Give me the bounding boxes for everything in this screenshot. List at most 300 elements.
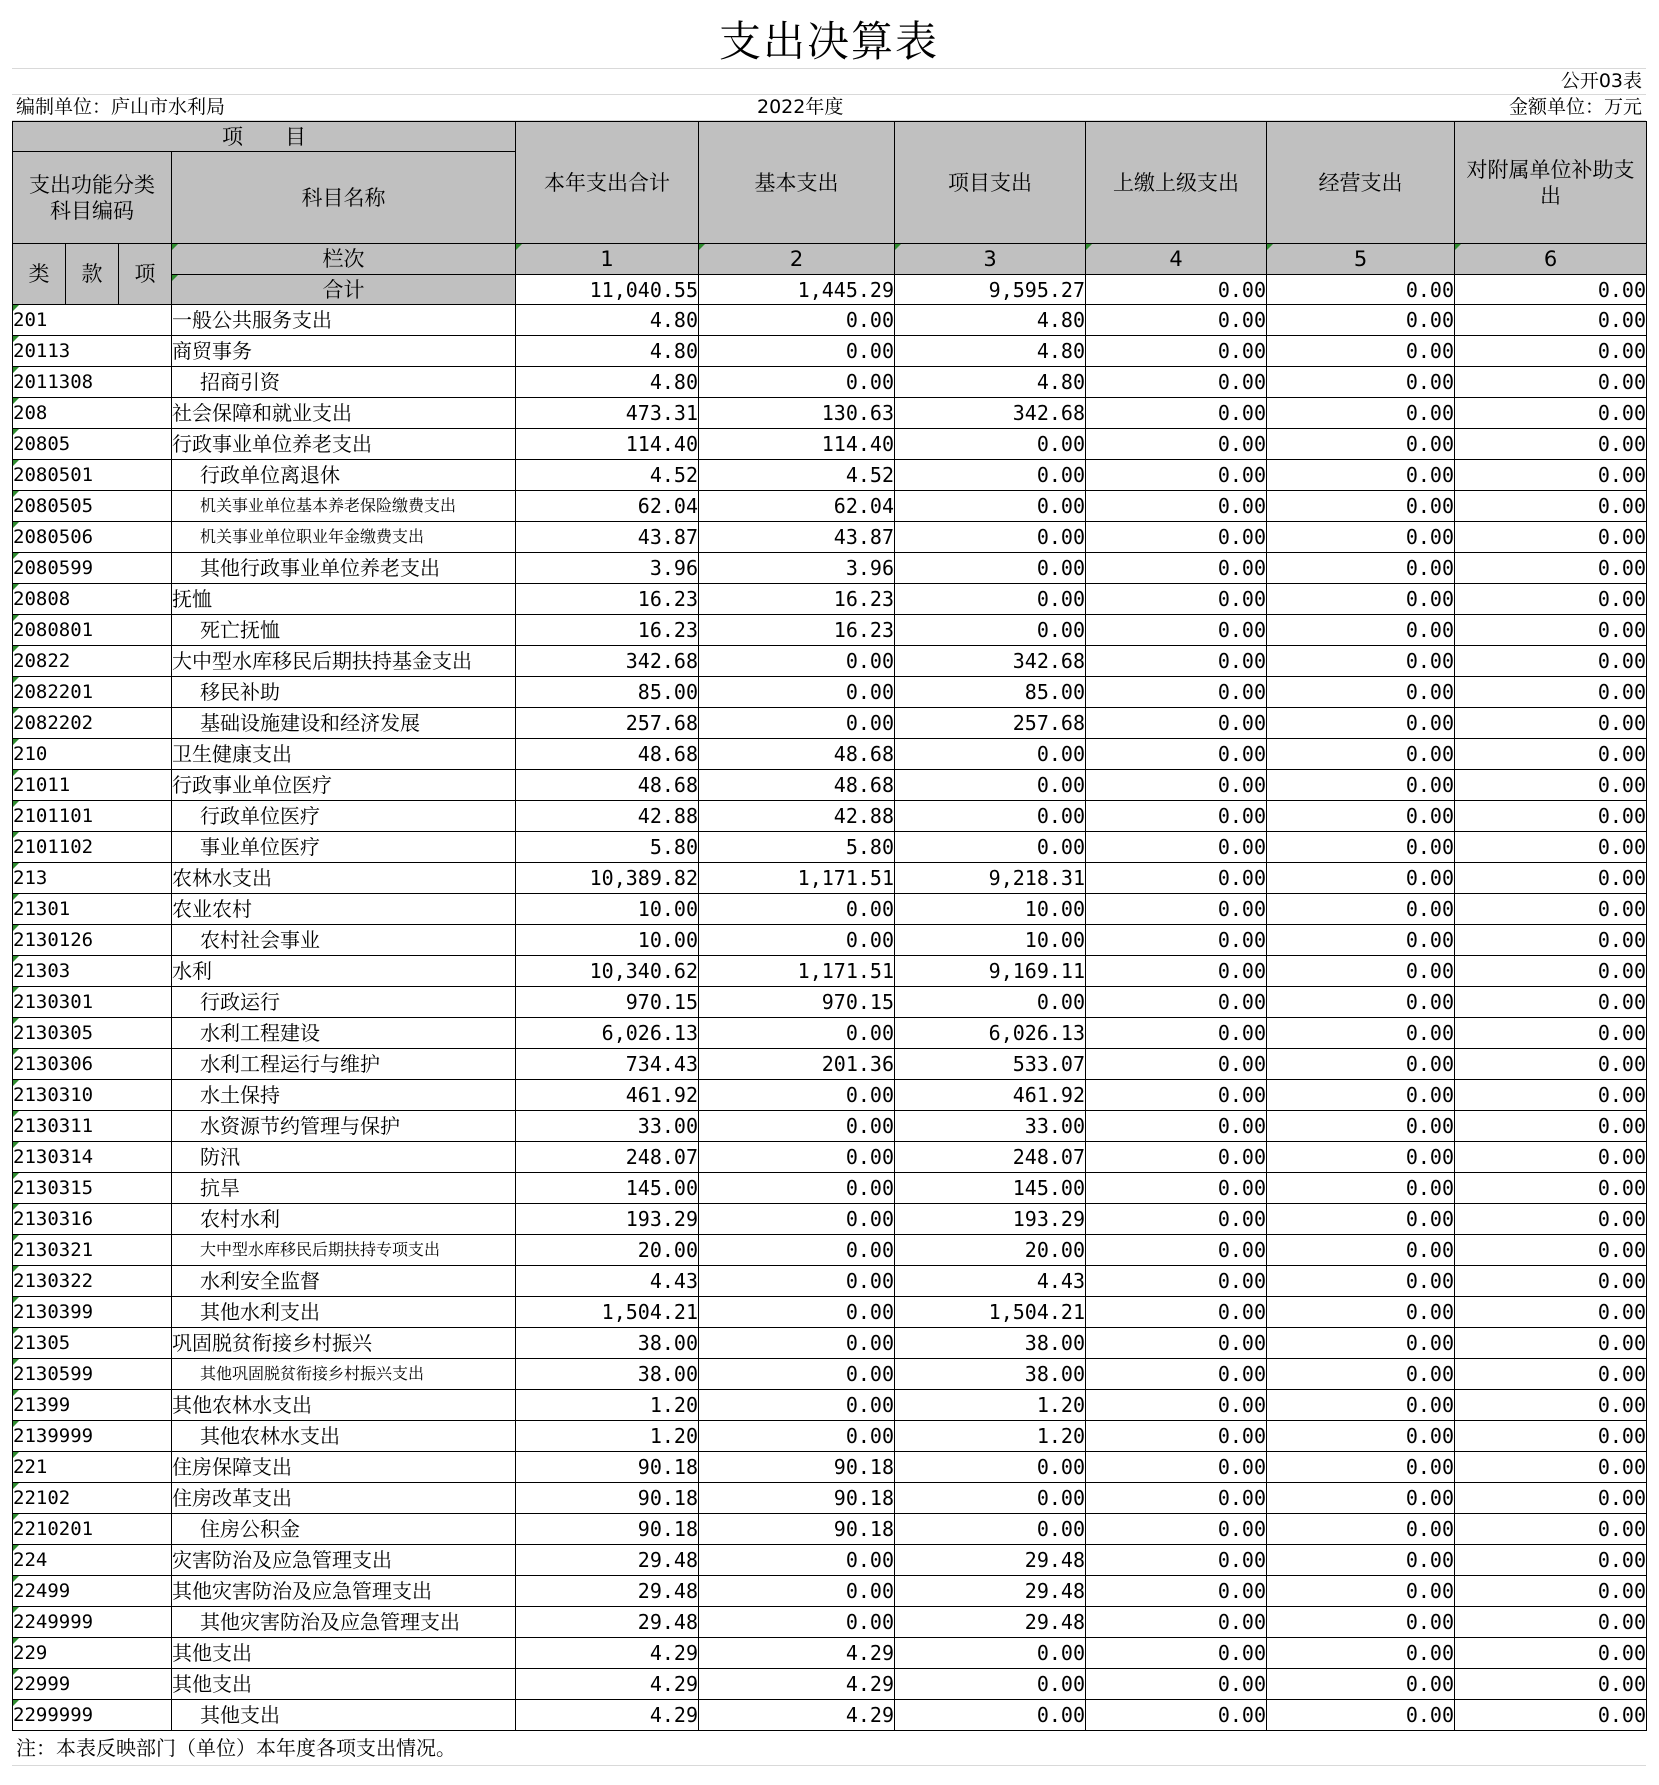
amount-cell: 0.00 — [895, 553, 1086, 584]
unit-label: 编制单位：庐山市水利局 — [16, 96, 226, 118]
amount-cell: 0.00 — [1455, 1266, 1647, 1297]
amount-cell: 0.00 — [895, 739, 1086, 770]
subject-name: 其他支出 — [172, 1700, 516, 1731]
amount-cell: 0.00 — [1455, 925, 1647, 956]
table-row — [13, 956, 1647, 987]
subject-name: 一般公共服务支出 — [172, 305, 516, 336]
subject-code: 20822 — [13, 646, 172, 677]
amount-cell: 461.92 — [895, 1080, 1086, 1111]
amount-cell: 0.00 — [1267, 1483, 1455, 1514]
table-row — [13, 863, 1647, 894]
amount-cell: 145.00 — [895, 1173, 1086, 1204]
amount-cell: 4.80 — [895, 367, 1086, 398]
amount-cell: 0.00 — [1267, 1576, 1455, 1607]
amount-cell: 0.00 — [699, 336, 895, 367]
amount-cell: 0.00 — [1455, 770, 1647, 801]
table-row — [13, 1545, 1647, 1576]
amount-cell: 29.48 — [516, 1607, 699, 1638]
amount-cell: 0.00 — [1267, 801, 1455, 832]
amount-cell: 0.00 — [699, 1545, 895, 1576]
amount-cell: 4.29 — [516, 1638, 699, 1669]
amount-cell: 0.00 — [1455, 398, 1647, 429]
amount-cell: 0.00 — [1086, 1111, 1267, 1142]
amount-cell: 0.00 — [1267, 305, 1455, 336]
amount-cell: 0.00 — [699, 894, 895, 925]
amount-cell: 4.80 — [516, 305, 699, 336]
subject-code: 208 — [13, 398, 172, 429]
amount-cell: 0.00 — [1086, 987, 1267, 1018]
amount-cell: 48.68 — [516, 739, 699, 770]
amount-cell: 0.00 — [895, 584, 1086, 615]
subject-code: 2130126 — [13, 925, 172, 956]
table-row — [13, 1669, 1647, 1700]
amount-cell: 0.00 — [699, 1173, 895, 1204]
amount-cell: 145.00 — [516, 1173, 699, 1204]
amount-cell: 0.00 — [1267, 1607, 1455, 1638]
subject-name: 水利工程运行与维护 — [172, 1049, 516, 1080]
subject-code: 221 — [13, 1452, 172, 1483]
subject-code: 201 — [13, 305, 172, 336]
table-row — [13, 522, 1647, 553]
amount-cell: 0.00 — [1086, 863, 1267, 894]
amount-cell: 0.00 — [1267, 460, 1455, 491]
amount-cell: 0.00 — [1455, 584, 1647, 615]
amount-cell: 0.00 — [1086, 894, 1267, 925]
table-row — [13, 1297, 1647, 1328]
amount-cell: 0.00 — [1267, 1297, 1455, 1328]
form-number: 公开03表 — [1560, 70, 1642, 92]
subject-name: 水资源节约管理与保护 — [172, 1111, 516, 1142]
amount-cell: 0.00 — [699, 925, 895, 956]
subject-name: 行政事业单位养老支出 — [172, 429, 516, 460]
amount-cell: 0.00 — [1086, 1483, 1267, 1514]
amount-cell: 0.00 — [1455, 429, 1647, 460]
subject-code: 2080506 — [13, 522, 172, 553]
table-row — [13, 336, 1647, 367]
subject-code: 21011 — [13, 770, 172, 801]
table-row — [13, 708, 1647, 739]
table-row — [13, 1700, 1647, 1731]
header-project: 项 目 — [13, 122, 516, 152]
amount-cell: 0.00 — [1086, 832, 1267, 863]
subject-name: 卫生健康支出 — [172, 739, 516, 770]
amount-cell: 970.15 — [699, 987, 895, 1018]
amount-cell: 248.07 — [516, 1142, 699, 1173]
header-lanci: 栏次 — [172, 244, 516, 275]
amount-cell: 4.80 — [516, 336, 699, 367]
amount-cell: 0.00 — [1267, 1049, 1455, 1080]
amount-cell: 0.00 — [895, 801, 1086, 832]
subject-name: 其他支出 — [172, 1638, 516, 1669]
subject-code: 20808 — [13, 584, 172, 615]
total-value: 1,445.29 — [699, 275, 895, 305]
amount-cell: 85.00 — [516, 677, 699, 708]
amount-cell: 0.00 — [699, 1204, 895, 1235]
amount-cell: 0.00 — [1086, 1204, 1267, 1235]
amount-cell: 0.00 — [1455, 305, 1647, 336]
amount-cell: 38.00 — [516, 1328, 699, 1359]
table-row — [13, 1173, 1647, 1204]
amount-cell: 10,340.62 — [516, 956, 699, 987]
amount-cell: 0.00 — [1455, 956, 1647, 987]
col-number-1: 1 — [516, 244, 699, 275]
amount-cell: 0.00 — [1455, 491, 1647, 522]
amount-cell: 29.48 — [516, 1576, 699, 1607]
amount-cell: 0.00 — [699, 1111, 895, 1142]
amount-cell: 0.00 — [1086, 646, 1267, 677]
amount-cell: 0.00 — [1455, 1390, 1647, 1421]
amount-cell: 0.00 — [1455, 1049, 1647, 1080]
header-func-code: 支出功能分类科目编码 — [13, 152, 172, 244]
subject-code: 2130399 — [13, 1297, 172, 1328]
amount-cell: 90.18 — [516, 1514, 699, 1545]
subject-code: 2130301 — [13, 987, 172, 1018]
amount-cell: 0.00 — [895, 770, 1086, 801]
amount-cell: 0.00 — [1086, 460, 1267, 491]
amount-cell: 48.68 — [699, 739, 895, 770]
amount-cell: 0.00 — [1086, 1576, 1267, 1607]
subject-name: 死亡抚恤 — [172, 615, 516, 646]
amount-cell: 0.00 — [1086, 584, 1267, 615]
amount-cell: 0.00 — [1086, 801, 1267, 832]
amount-cell: 0.00 — [1267, 1111, 1455, 1142]
amount-cell: 0.00 — [699, 305, 895, 336]
amount-cell: 90.18 — [699, 1483, 895, 1514]
amount-cell: 257.68 — [516, 708, 699, 739]
amount-cell: 0.00 — [1455, 646, 1647, 677]
amount-cell: 5.80 — [516, 832, 699, 863]
amount-cell: 1,171.51 — [699, 956, 895, 987]
amount-cell: 16.23 — [699, 615, 895, 646]
table-row — [13, 584, 1647, 615]
amount-cell: 0.00 — [1267, 1514, 1455, 1545]
subject-code: 20805 — [13, 429, 172, 460]
amount-cell: 0.00 — [1086, 305, 1267, 336]
subject-code: 2080801 — [13, 615, 172, 646]
amount-cell: 0.00 — [1267, 1266, 1455, 1297]
amount-cell: 48.68 — [699, 770, 895, 801]
amount-cell: 0.00 — [1267, 615, 1455, 646]
subject-code: 22499 — [13, 1576, 172, 1607]
amount-cell: 114.40 — [516, 429, 699, 460]
amount-cell: 0.00 — [895, 1700, 1086, 1731]
amount-cell: 0.00 — [1267, 584, 1455, 615]
amount-cell: 0.00 — [895, 1638, 1086, 1669]
amount-cell: 0.00 — [1267, 832, 1455, 863]
subject-code: 2139999 — [13, 1421, 172, 1452]
subject-name: 机关事业单位职业年金缴费支出 — [172, 522, 516, 553]
subject-name: 水利工程建设 — [172, 1018, 516, 1049]
subject-name: 防汛 — [172, 1142, 516, 1173]
subject-code: 2130316 — [13, 1204, 172, 1235]
amount-cell: 114.40 — [699, 429, 895, 460]
subject-code: 2249999 — [13, 1607, 172, 1638]
amount-cell: 0.00 — [895, 460, 1086, 491]
amount-cell: 90.18 — [516, 1483, 699, 1514]
amount-cell: 0.00 — [1086, 491, 1267, 522]
amount-cell: 0.00 — [1455, 1111, 1647, 1142]
amount-cell: 0.00 — [1267, 429, 1455, 460]
amount-cell: 0.00 — [1267, 739, 1455, 770]
amount-cell: 0.00 — [1267, 367, 1455, 398]
amount-cell: 16.23 — [516, 615, 699, 646]
subject-name: 巩固脱贫衔接乡村振兴 — [172, 1328, 516, 1359]
table-row — [13, 770, 1647, 801]
subject-name: 其他灾害防治及应急管理支出 — [172, 1607, 516, 1638]
amount-cell: 0.00 — [1086, 429, 1267, 460]
amount-cell: 473.31 — [516, 398, 699, 429]
amount-cell: 0.00 — [699, 646, 895, 677]
amount-cell: 0.00 — [895, 1669, 1086, 1700]
amount-cell: 0.00 — [699, 1080, 895, 1111]
amount-cell: 6,026.13 — [516, 1018, 699, 1049]
amount-cell: 342.68 — [516, 646, 699, 677]
table-row — [13, 1142, 1647, 1173]
amount-cell: 0.00 — [1267, 708, 1455, 739]
amount-cell: 20.00 — [895, 1235, 1086, 1266]
amount-cell: 0.00 — [1086, 1390, 1267, 1421]
subject-name: 其他农林水支出 — [172, 1390, 516, 1421]
col-number-2: 2 — [699, 244, 895, 275]
amount-cell: 0.00 — [1086, 1607, 1267, 1638]
subject-code: 21303 — [13, 956, 172, 987]
amount-cell: 0.00 — [1267, 646, 1455, 677]
amount-cell: 0.00 — [1455, 1669, 1647, 1700]
amount-cell: 0.00 — [1267, 1390, 1455, 1421]
table-row — [13, 1514, 1647, 1545]
amount-cell: 4.80 — [895, 336, 1086, 367]
amount-cell: 0.00 — [1455, 739, 1647, 770]
amount-cell: 0.00 — [1455, 1142, 1647, 1173]
amount-cell: 0.00 — [895, 1483, 1086, 1514]
amount-cell: 0.00 — [1267, 863, 1455, 894]
amount-cell: 0.00 — [895, 832, 1086, 863]
table-row — [13, 1483, 1647, 1514]
amount-cell: 20.00 — [516, 1235, 699, 1266]
subject-name: 大中型水库移民后期扶持基金支出 — [172, 646, 516, 677]
amount-cell: 38.00 — [516, 1359, 699, 1390]
amount-cell: 0.00 — [1267, 677, 1455, 708]
amount-cell: 0.00 — [699, 1359, 895, 1390]
col-header-1: 本年支出合计 — [516, 122, 699, 244]
amount-cell: 4.52 — [516, 460, 699, 491]
amount-cell: 0.00 — [1267, 1018, 1455, 1049]
amount-cell: 0.00 — [1455, 1080, 1647, 1111]
amount-cell: 533.07 — [895, 1049, 1086, 1080]
amount-cell: 29.48 — [895, 1607, 1086, 1638]
subject-name: 其他农林水支出 — [172, 1421, 516, 1452]
amount-cell: 42.88 — [516, 801, 699, 832]
amount-cell: 0.00 — [1455, 1235, 1647, 1266]
subject-code: 2130599 — [13, 1359, 172, 1390]
amount-cell: 0.00 — [895, 1452, 1086, 1483]
amount-cell: 257.68 — [895, 708, 1086, 739]
subject-name: 农业农村 — [172, 894, 516, 925]
subject-name: 抚恤 — [172, 584, 516, 615]
table-row — [13, 925, 1647, 956]
expenditure-table — [12, 121, 1647, 1731]
amount-cell: 0.00 — [1086, 367, 1267, 398]
header-kuan: 款 — [66, 244, 119, 305]
subject-name: 其他水利支出 — [172, 1297, 516, 1328]
amount-cell: 0.00 — [1086, 1235, 1267, 1266]
amount-cell: 5.80 — [699, 832, 895, 863]
subject-name: 灾害防治及应急管理支出 — [172, 1545, 516, 1576]
table-row — [13, 553, 1647, 584]
table-row — [13, 1080, 1647, 1111]
subject-code: 2130314 — [13, 1142, 172, 1173]
subject-name: 水利 — [172, 956, 516, 987]
amount-cell: 10.00 — [895, 925, 1086, 956]
amount-cell: 29.48 — [516, 1545, 699, 1576]
subject-code: 2101102 — [13, 832, 172, 863]
subject-code: 2082202 — [13, 708, 172, 739]
table-row — [13, 677, 1647, 708]
subject-code: 2130321 — [13, 1235, 172, 1266]
col-header-2: 基本支出 — [699, 122, 895, 244]
amount-cell: 0.00 — [1086, 1297, 1267, 1328]
table-row — [13, 1607, 1647, 1638]
amount-cell: 1.20 — [895, 1421, 1086, 1452]
table-row — [13, 1111, 1647, 1142]
amount-cell: 0.00 — [1455, 677, 1647, 708]
amount-cell: 0.00 — [1455, 1173, 1647, 1204]
amount-cell: 0.00 — [1455, 1483, 1647, 1514]
amount-cell: 1,171.51 — [699, 863, 895, 894]
amount-cell: 0.00 — [699, 1421, 895, 1452]
amount-cell: 0.00 — [1267, 553, 1455, 584]
subject-code: 2299999 — [13, 1700, 172, 1731]
amount-cell: 0.00 — [1086, 1018, 1267, 1049]
col-header-6: 对附属单位补助支出 — [1455, 122, 1647, 244]
amount-cell: 130.63 — [699, 398, 895, 429]
amount-cell: 970.15 — [516, 987, 699, 1018]
amount-cell: 33.00 — [895, 1111, 1086, 1142]
amount-cell: 0.00 — [1455, 987, 1647, 1018]
subject-name: 水利安全监督 — [172, 1266, 516, 1297]
amount-cell: 0.00 — [1267, 1235, 1455, 1266]
subject-name: 农林水支出 — [172, 863, 516, 894]
amount-cell: 3.96 — [699, 553, 895, 584]
amount-cell: 1.20 — [516, 1421, 699, 1452]
amount-cell: 0.00 — [1267, 1080, 1455, 1111]
amount-cell: 0.00 — [1267, 1204, 1455, 1235]
amount-cell: 0.00 — [699, 1328, 895, 1359]
amount-cell: 0.00 — [699, 1297, 895, 1328]
amount-cell: 0.00 — [1086, 770, 1267, 801]
table-row — [13, 615, 1647, 646]
table-row — [13, 1421, 1647, 1452]
amount-cell: 0.00 — [699, 1576, 895, 1607]
subject-name: 招商引资 — [172, 367, 516, 398]
amount-cell: 16.23 — [516, 584, 699, 615]
amount-cell: 4.29 — [516, 1700, 699, 1731]
amount-cell: 0.00 — [1086, 1266, 1267, 1297]
amount-cell: 0.00 — [1086, 1049, 1267, 1080]
subject-code: 2101101 — [13, 801, 172, 832]
table-row — [13, 429, 1647, 460]
amount-cell: 0.00 — [1267, 1421, 1455, 1452]
total-value: 0.00 — [1267, 275, 1455, 305]
subject-name: 移民补助 — [172, 677, 516, 708]
amount-cell: 0.00 — [1455, 1576, 1647, 1607]
amount-cell: 43.87 — [699, 522, 895, 553]
amount-cell: 0.00 — [1455, 367, 1647, 398]
subject-code: 2130310 — [13, 1080, 172, 1111]
amount-cell: 10.00 — [895, 894, 1086, 925]
subject-name: 机关事业单位基本养老保险缴费支出 — [172, 491, 516, 522]
table-row — [13, 739, 1647, 770]
subject-code: 21301 — [13, 894, 172, 925]
fiscal-year: 2022年度 — [757, 96, 844, 118]
amount-cell: 6,026.13 — [895, 1018, 1086, 1049]
amount-cell: 29.48 — [895, 1545, 1086, 1576]
subject-name: 抗旱 — [172, 1173, 516, 1204]
amount-cell: 0.00 — [1086, 1142, 1267, 1173]
amount-cell: 0.00 — [1455, 863, 1647, 894]
amount-cell: 0.00 — [1267, 1700, 1455, 1731]
amount-cell: 0.00 — [1086, 1359, 1267, 1390]
spreadsheet — [12, 12, 1646, 1766]
amount-cell: 10.00 — [516, 894, 699, 925]
amount-cell: 1.20 — [516, 1390, 699, 1421]
subject-name: 其他灾害防治及应急管理支出 — [172, 1576, 516, 1607]
meta-row — [12, 95, 1646, 121]
amount-cell: 0.00 — [895, 615, 1086, 646]
amount-cell: 0.00 — [1086, 1328, 1267, 1359]
amount-cell: 0.00 — [1086, 708, 1267, 739]
subject-name: 大中型水库移民后期扶持专项支出 — [172, 1235, 516, 1266]
amount-cell: 342.68 — [895, 646, 1086, 677]
table-row — [13, 1638, 1647, 1669]
amount-cell: 0.00 — [1267, 894, 1455, 925]
amount-cell: 4.29 — [699, 1700, 895, 1731]
subject-name: 住房改革支出 — [172, 1483, 516, 1514]
col-number-4: 4 — [1086, 244, 1267, 275]
subject-code: 20113 — [13, 336, 172, 367]
subject-code: 22999 — [13, 1669, 172, 1700]
amount-cell: 0.00 — [1455, 1204, 1647, 1235]
amount-cell: 193.29 — [895, 1204, 1086, 1235]
col-header-4: 上缴上级支出 — [1086, 122, 1267, 244]
table-row — [13, 1328, 1647, 1359]
subject-name: 行政运行 — [172, 987, 516, 1018]
col-number-3: 3 — [895, 244, 1086, 275]
amount-cell: 0.00 — [1455, 1607, 1647, 1638]
amount-cell: 0.00 — [895, 491, 1086, 522]
subject-code: 213 — [13, 863, 172, 894]
subject-name: 住房保障支出 — [172, 1452, 516, 1483]
amount-cell: 62.04 — [699, 491, 895, 522]
table-row — [13, 398, 1647, 429]
subject-code: 21399 — [13, 1390, 172, 1421]
page-title: 支出决算表 — [12, 12, 1646, 69]
amount-cell: 0.00 — [1267, 1452, 1455, 1483]
amount-cell: 0.00 — [699, 1390, 895, 1421]
subject-name: 行政事业单位医疗 — [172, 770, 516, 801]
amount-cell: 43.87 — [516, 522, 699, 553]
amount-cell: 1,504.21 — [516, 1297, 699, 1328]
amount-cell: 33.00 — [516, 1111, 699, 1142]
subject-name: 事业单位医疗 — [172, 832, 516, 863]
subject-code: 2210201 — [13, 1514, 172, 1545]
amount-cell: 0.00 — [699, 1266, 895, 1297]
amount-cell: 0.00 — [1455, 1700, 1647, 1731]
amount-cell: 4.80 — [895, 305, 1086, 336]
amount-cell: 0.00 — [895, 1514, 1086, 1545]
amount-cell: 0.00 — [1455, 1545, 1647, 1576]
table-row — [13, 460, 1647, 491]
